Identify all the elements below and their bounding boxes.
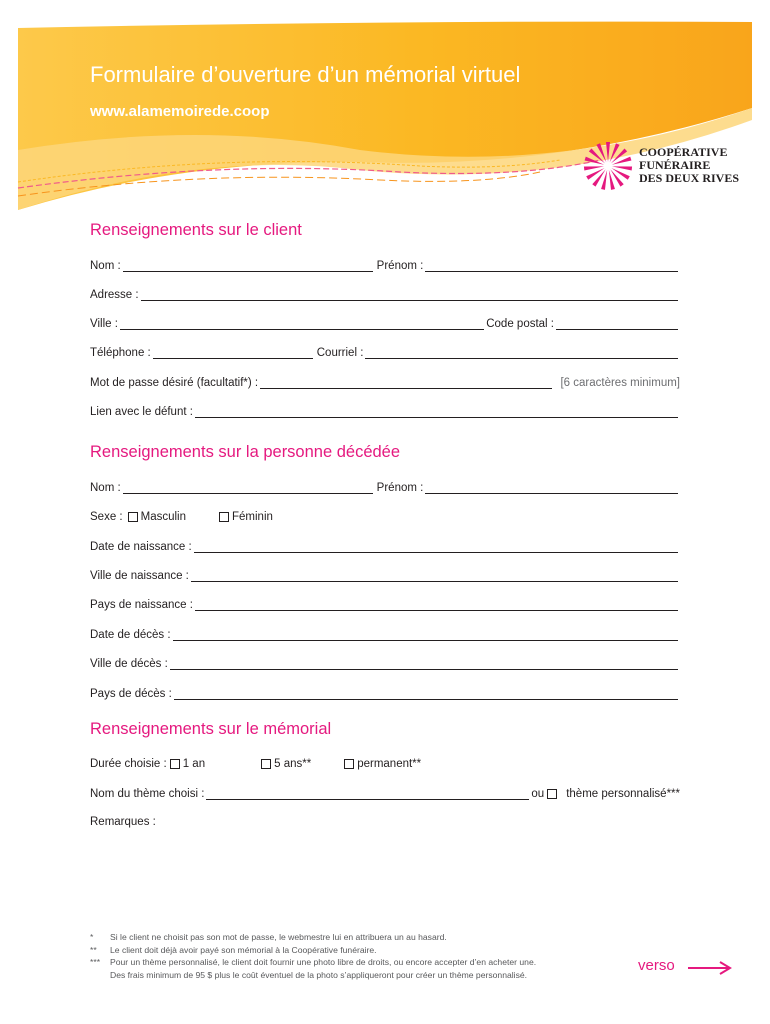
section-title-defunt: Renseignements sur la personne décédée xyxy=(90,443,401,461)
arrow-right-icon[interactable] xyxy=(686,960,734,976)
pays-naissance-label: Pays de naissance : xyxy=(90,599,193,611)
cooperative-logo xyxy=(582,140,742,192)
logo-line: COOPÉRATIVE xyxy=(639,145,728,159)
date-deces-label: Date de décès : xyxy=(90,629,171,641)
footnote xyxy=(90,944,610,957)
option-1-an[interactable] xyxy=(167,758,205,770)
website-url[interactable]: www.alamemoirede.coop xyxy=(90,103,270,120)
client-mot-de-passe-field[interactable] xyxy=(260,377,552,389)
5-ans-label: 5 ans** xyxy=(274,758,312,770)
footnote-mark: * xyxy=(90,932,94,942)
remarques-area[interactable] xyxy=(170,830,680,920)
permanent-label: permanent** xyxy=(357,758,422,770)
memorial-duration-row xyxy=(90,754,680,770)
sunburst-logo-icon xyxy=(582,140,634,192)
courriel-label: Courriel : xyxy=(316,347,364,359)
client-address-row xyxy=(90,285,680,301)
footnote-mark: ** xyxy=(90,944,97,955)
client-nom-field[interactable] xyxy=(123,260,373,272)
header-banner xyxy=(0,0,770,215)
prenom-label: Prénom : xyxy=(376,482,424,494)
client-city-row xyxy=(90,314,680,330)
lien-label: Lien avec le défunt : xyxy=(90,406,193,418)
ville-label: Ville : xyxy=(90,318,118,330)
theme-name-field[interactable] xyxy=(206,788,529,800)
ou-label: ou xyxy=(531,788,545,800)
defunt-deathcity-row xyxy=(90,654,680,670)
logo-line: DES DEUX RIVES xyxy=(639,171,740,185)
client-relation-row xyxy=(90,402,680,418)
footnote-text: Des frais minimum de 95 $ plus le coût éventuel de la photo s’appliqueront pour créer un thème personnalisé. xyxy=(110,969,528,980)
client-name-row xyxy=(90,256,680,272)
defunt-name-row xyxy=(90,478,680,494)
defunt-birthcity-row xyxy=(90,566,680,582)
sexe-label: Sexe : xyxy=(90,511,123,523)
date-naissance-label: Date de naissance : xyxy=(90,541,192,553)
client-contact-row xyxy=(90,343,680,359)
masculin-label: Masculin xyxy=(140,511,186,523)
defunt-birthdate-row xyxy=(90,537,680,553)
verso-label[interactable]: verso xyxy=(638,957,675,974)
option-permanent[interactable] xyxy=(341,758,421,770)
permanent-checkbox[interactable] xyxy=(344,759,354,769)
logo-text xyxy=(639,146,739,185)
client-ville-field[interactable] xyxy=(120,318,484,330)
client-telephone-field[interactable] xyxy=(153,347,313,359)
1-an-checkbox[interactable] xyxy=(170,759,180,769)
prenom-label: Prénom : xyxy=(376,260,424,272)
theme-personnalise-checkbox[interactable] xyxy=(547,789,557,799)
telephone-label: Téléphone : xyxy=(90,347,151,359)
footnote-text: Pour un thème personnalisé, le client doit fournir une photo libre de droits, ou encore accepter d’en acheter une. xyxy=(110,957,537,967)
code-postal-label: Code postal : xyxy=(486,318,554,330)
client-lien-field[interactable] xyxy=(195,406,678,418)
footnote xyxy=(90,956,610,969)
nom-label: Nom : xyxy=(90,260,121,272)
ville-naissance-label: Ville de naissance : xyxy=(90,570,189,582)
option-feminin[interactable] xyxy=(216,511,273,523)
theme-personnalise-label: thème personnalisé*** xyxy=(566,788,680,800)
defunt-prenom-field[interactable] xyxy=(425,482,678,494)
defunt-pays-deces-field[interactable] xyxy=(174,688,678,700)
defunt-birthcountry-row xyxy=(90,595,680,611)
client-adresse-field[interactable] xyxy=(141,289,678,301)
ville-deces-label: Ville de décès : xyxy=(90,658,168,670)
client-password-row xyxy=(90,373,680,389)
masculin-checkbox[interactable] xyxy=(128,512,138,522)
defunt-date-deces-field[interactable] xyxy=(173,629,678,641)
defunt-sex-row xyxy=(90,507,680,523)
defunt-pays-naissance-field[interactable] xyxy=(195,599,678,611)
defunt-ville-naissance-field[interactable] xyxy=(191,570,678,582)
1-an-label: 1 an xyxy=(182,758,206,770)
theme-label: Nom du thème choisi : xyxy=(90,788,205,800)
defunt-date-naissance-field[interactable] xyxy=(194,541,678,553)
duree-label: Durée choisie : xyxy=(90,758,167,770)
client-courriel-field[interactable] xyxy=(365,347,678,359)
mot-de-passe-note: [6 caractères minimum] xyxy=(560,377,680,389)
footnote-text: Si le client ne choisit pas son mot de passe, le webmestre lui en attribuera un au hasard. xyxy=(110,932,447,942)
pays-deces-label: Pays de décès : xyxy=(90,688,172,700)
defunt-ville-deces-field[interactable] xyxy=(170,658,678,670)
footnote-text: Le client doit déjà avoir payé son mémorial à la Coopérative funéraire. xyxy=(110,944,377,955)
defunt-deathdate-row xyxy=(90,625,680,641)
nom-label: Nom : xyxy=(90,482,121,494)
memorial-remarks-row xyxy=(90,812,680,828)
option-5-ans[interactable] xyxy=(258,758,311,770)
feminin-checkbox[interactable] xyxy=(219,512,229,522)
section-title-client: Renseignements sur le client xyxy=(90,221,302,239)
5-ans-checkbox[interactable] xyxy=(261,759,271,769)
adresse-label: Adresse : xyxy=(90,289,139,301)
client-prenom-field[interactable] xyxy=(425,260,678,272)
memorial-theme-row xyxy=(90,784,680,800)
logo-line: FUNÉRAIRE xyxy=(639,158,711,172)
footnote-mark xyxy=(90,969,110,982)
defunt-nom-field[interactable] xyxy=(123,482,373,494)
feminin-label: Féminin xyxy=(232,511,273,523)
mot-de-passe-label: Mot de passe désiré (facultatif*) : xyxy=(90,377,259,389)
client-code-postal-field[interactable] xyxy=(556,318,678,330)
section-title-memorial: Renseignements sur le mémorial xyxy=(90,720,332,738)
footnotes xyxy=(90,931,610,981)
footnote xyxy=(90,931,610,944)
form-title: Formulaire d’ouverture d’un mémorial virtuel xyxy=(90,62,521,87)
defunt-deathcountry-row xyxy=(90,684,680,700)
option-masculin[interactable] xyxy=(125,511,186,523)
footnote xyxy=(90,969,610,982)
remarques-label: Remarques : xyxy=(90,816,156,828)
footnote-mark: *** xyxy=(90,957,101,967)
option-theme-personnalise[interactable] xyxy=(544,788,680,800)
